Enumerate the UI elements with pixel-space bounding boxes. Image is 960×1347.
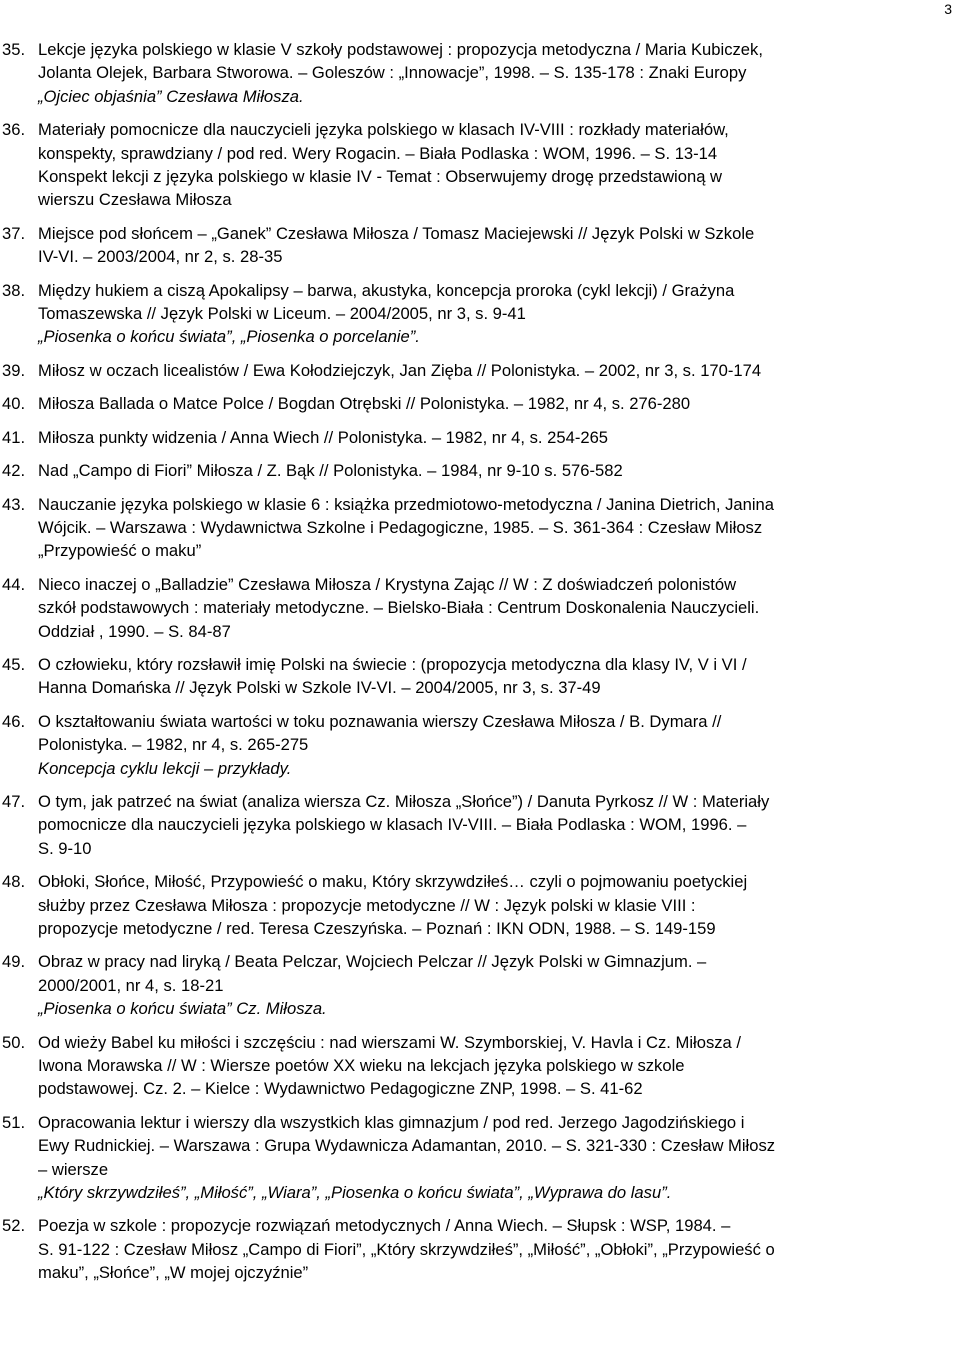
bibliography-entry (0, 950, 950, 1020)
entry-text (38, 359, 950, 382)
entry-line: Jolanta Olejek, Barbara Stworowa. – Goleszów : „Innowacje”, 1998. – S. 135-178 : Znaki Europy (38, 63, 747, 83)
bibliography-entry (0, 1214, 950, 1284)
entry-line: Materiały pomocnicze dla nauczycieli języka polskiego w klasach IV-VIII : rozkłady materiałów, (38, 120, 729, 140)
entry-line: konspekty, sprawdziany / pod red. Wery Rogacin. – Biała Podlaska : WOM, 1996. – S. 13-14 (38, 143, 718, 163)
entry-line: Opracowania lektur i wierszy dla wszystkich klas gimnazjum / pod red. Jerzego Jagodzińskiego i (38, 1112, 745, 1132)
entry-number: 48. (2, 872, 26, 892)
entry-number: 52. (2, 1216, 26, 1236)
entry-line: Między hukiem a ciszą Apokalipsy – barwa, akustyka, koncepcja proroka (cykl lekcji) / Grażyna (38, 280, 735, 300)
bibliography-entry (0, 653, 950, 700)
entry-text (38, 870, 950, 940)
entry-number: 47. (2, 791, 26, 811)
bibliography-entry (0, 426, 950, 449)
entry-line: Tomaszewska // Język Polski w Liceum. – 2004/2005, nr 3, s. 9-41 (38, 304, 526, 324)
entry-line: służby przez Czesława Miłosza : propozycje metodyczne // W : Język polski w klasie VIII : (38, 895, 696, 915)
entry-line: „Przypowieść o maku” (38, 541, 202, 561)
entry-text (38, 950, 950, 1020)
entry-line: O człowieku, który rozsławił imię Polski na świecie : (propozycja metodyczna dla klasy IV, V i VI / (38, 654, 747, 674)
bibliography-entry (0, 279, 950, 349)
entry-note: „Który skrzywdziłeś”, „Miłość”, „Wiara”, „Piosenka o końcu świata”, „Wyprawa do lasu”. (38, 1183, 672, 1203)
entry-line: Miejsce pod słońcem – „Ganek” Czesława Miłosza / Tomasz Maciejewski // Język Polski w Szkole (38, 223, 755, 243)
entry-line: pomocnicze dla nauczycieli języka polskiego w klasach IV-VIII. – Biała Podlaska : WOM, 1996. – (38, 815, 747, 835)
entry-line: podstawowej. Cz. 2. – Kielce : Wydawnictwo Pedagogiczne ZNP, 1998. – S. 41-62 (38, 1079, 643, 1099)
bibliography-entry (0, 710, 950, 780)
entry-number: 46. (2, 711, 26, 731)
entry-line: Konspekt lekcji z języka polskiego w klasie IV - Temat : Obserwujemy drogę przedstawioną w (38, 167, 723, 187)
bibliography-entry (0, 222, 950, 269)
entry-line: Miłosza punkty widzenia / Anna Wiech // Polonistyka. – 1982, nr 4, s. 254-265 (38, 427, 609, 447)
entry-text (38, 118, 950, 212)
entry-text (38, 493, 950, 563)
entry-text (38, 222, 950, 269)
entry-line: S. 9-10 (38, 838, 92, 858)
entry-line: Obłoki, Słońce, Miłość, Przypowieść o maku, Który skrzywdziłeś… czyli o pojmowaniu poetyckiej (38, 872, 748, 892)
entry-note: Koncepcja cyklu lekcji – przykłady. (38, 758, 292, 778)
entry-line: Poezja w szkole : propozycje rozwiązań metodycznych / Anna Wiech. – Słupsk : WSP, 1984. – (38, 1216, 731, 1236)
entry-text (38, 426, 950, 449)
entry-number: 43. (2, 494, 26, 514)
entry-line: O tym, jak patrzeć na świat (analiza wiersza Cz. Miłosza „Słońce”) / Danuta Pyrkosz // W : Materiały (38, 791, 770, 811)
bibliography-entry (0, 1111, 950, 1205)
entry-note: „Piosenka o końcu świata”, „Piosenka o porcelanie”. (38, 327, 420, 347)
entry-text (38, 573, 950, 643)
entry-note: „Ojciec objaśnia” Czesława Miłosza. (38, 86, 304, 106)
entry-text (38, 279, 950, 349)
entry-line: Wójcik. – Warszawa : Wydawnictwa Szkolne i Pedagogiczne, 1985. – S. 361-364 : Czesław Miłosz (38, 517, 763, 537)
bibliography-entry (0, 790, 950, 860)
entry-text (38, 790, 950, 860)
entry-number: 38. (2, 280, 26, 300)
entry-number: 40. (2, 394, 26, 414)
bibliography-entry (0, 573, 950, 643)
entry-line: Polonistyka. – 1982, nr 4, s. 265-275 (38, 735, 309, 755)
entry-text (38, 710, 950, 780)
bibliography-list (0, 38, 950, 1295)
entry-line: IV-VI. – 2003/2004, nr 2, s. 28-35 (38, 247, 283, 267)
bibliography-entry (0, 493, 950, 563)
bibliography-entry (0, 359, 950, 382)
entry-line: propozycje metodyczne / red. Teresa Czeszyńska. – Poznań : IKN ODN, 1988. – S. 149-159 (38, 919, 716, 938)
entry-number: 49. (2, 952, 26, 972)
entry-line: Hanna Domańska // Język Polski w Szkole IV-VI. – 2004/2005, nr 3, s. 37-49 (38, 678, 601, 698)
entry-line: maku”, „Słońce”, „W mojej ojczyźnie” (38, 1263, 309, 1283)
entry-text (38, 1214, 950, 1284)
entry-line: Od wieży Babel ku miłości i szczęściu : nad wierszami W. Szymborskiej, V. Havla i Cz. Miłosza / (38, 1032, 741, 1052)
entry-line: Iwona Morawska // W : Wiersze poetów XX wieku na lekcjach języka polskiego w szkole (38, 1056, 685, 1076)
entry-number: 51. (2, 1112, 26, 1132)
entry-text (38, 392, 950, 415)
entry-line: Miłosza Ballada o Matce Polce / Bogdan Otrębski // Polonistyka. – 1982, nr 4, s. 276-280 (38, 394, 691, 414)
entry-line: – wiersze (38, 1159, 109, 1179)
bibliography-entry (0, 1031, 950, 1101)
entry-line: Ewy Rudnickiej. – Warszawa : Grupa Wydawnicza Adamantan, 2010. – S. 321-330 : Czesław Miłosz (38, 1136, 776, 1156)
entry-line: Nad „Campo di Fiori” Miłosza / Z. Bąk // Polonistyka. – 1984, nr 9-10 s. 576-582 (38, 461, 623, 481)
page-number: 3 (944, 1, 952, 17)
entry-line: Oddział , 1990. – S. 84-87 (38, 621, 231, 641)
entry-number: 41. (2, 427, 26, 447)
entry-number: 37. (2, 223, 26, 243)
entry-note: „Piosenka o końcu świata” Cz. Miłosza. (38, 999, 327, 1019)
entry-line: 2000/2001, nr 4, s. 18-21 (38, 975, 224, 995)
entry-number: 42. (2, 461, 26, 481)
entry-text (38, 1031, 950, 1101)
entry-text (38, 459, 950, 482)
bibliography-entry (0, 870, 950, 940)
entry-line: Nieco inaczej o „Balladzie” Czesława Miłosza / Krystyna Zając // W : Z doświadczeń polonistów (38, 574, 737, 594)
entry-number: 50. (2, 1032, 26, 1052)
entry-line: Nauczanie języka polskiego w klasie 6 : książka przedmiotowo-metodyczna / Janina Dietrich, Janina (38, 494, 775, 514)
entry-line: Lekcje języka polskiego w klasie V szkoły podstawowej : propozycja metodyczna / Maria Kubiczek, (38, 40, 763, 59)
entry-number: 44. (2, 574, 26, 594)
bibliography-entry (0, 38, 950, 108)
entry-number: 45. (2, 654, 26, 674)
entry-line: wierszu Czesława Miłosza (38, 190, 232, 210)
entry-number: 35. (2, 40, 26, 59)
bibliography-entry (0, 392, 950, 415)
entry-line: S. 91-122 : Czesław Miłosz „Campo di Fiori”, „Który skrzywdziłeś”, „Miłość”, „Obłoki”, „Przypowieść o (38, 1239, 775, 1259)
entry-number: 39. (2, 360, 26, 380)
entry-line: Miłosz w oczach licealistów / Ewa Kołodziejczyk, Jan Zięba // Polonistyka. – 2002, nr 3, s. 170-174 (38, 360, 762, 380)
entry-text (38, 1111, 950, 1205)
entry-line: O kształtowaniu świata wartości w toku poznawania wierszy Czesława Miłosza / B. Dymara // (38, 711, 722, 731)
bibliography-entry (0, 459, 950, 482)
entry-line: szkół podstawowych : materiały metodyczne. – Bielsko-Biała : Centrum Doskonalenia Nauczycieli. (38, 598, 760, 618)
bibliography-entry (0, 118, 950, 212)
entry-number: 36. (2, 120, 26, 140)
entry-text (38, 653, 950, 700)
entry-text (38, 38, 950, 108)
entry-line: Obraz w pracy nad liryką / Beata Pelczar, Wojciech Pelczar // Język Polski w Gimnazjum. – (38, 952, 707, 972)
